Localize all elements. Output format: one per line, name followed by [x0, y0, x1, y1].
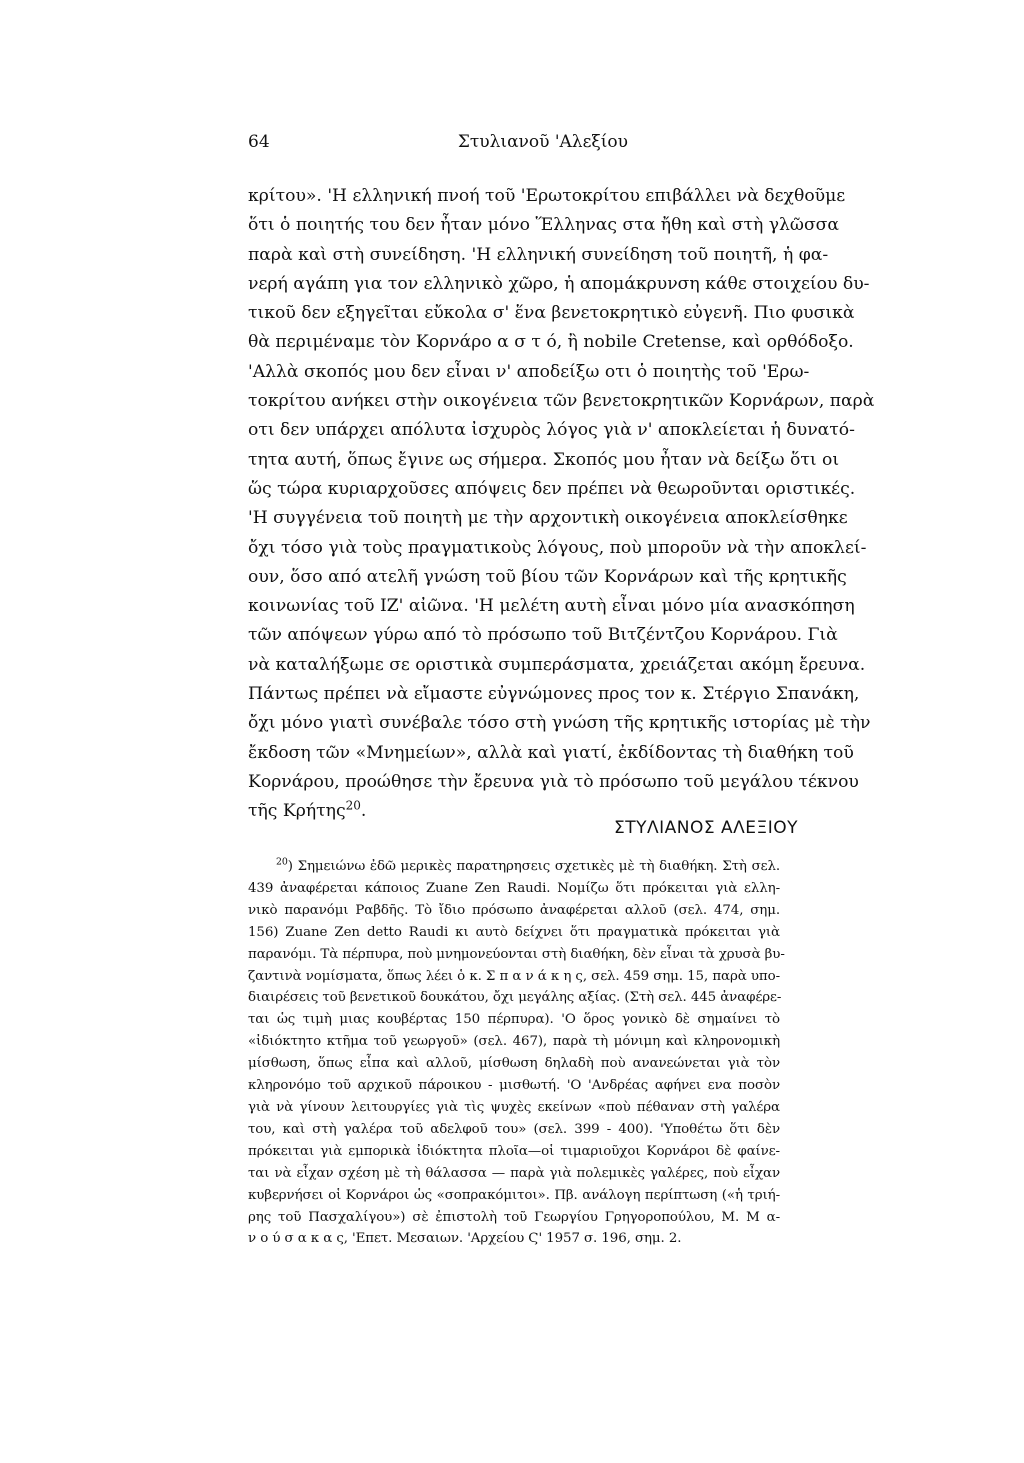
- body-line: νερή αγάπη για τον ελληνικὸ χῶρο, ἡ απομάκρυνση κάθε στοιχείου δυ-: [248, 273, 870, 294]
- body-line: τῆς Κρήτης$^{20}$.: [248, 798, 367, 822]
- body-line: ἔκδοση τῶν «Μνημείων», αλλὰ καὶ γιατί, ἐκδίδοντας τὴ διαθήκη τοῦ: [248, 742, 854, 763]
- footnote-line: μίσθωση, ὅπως εἶπα καὶ αλλοῦ, μίσθωση δηλαδὴ ποὺ ανανεώνεται γιὰ τὸν: [248, 1056, 780, 1072]
- footnote-line: νικὸ παρανόμι Ραβδῆς. Τὸ ἴδιο πρόσωπο ἀναφέρεται αλλοῦ (σελ. 474, σημ.: [248, 902, 780, 918]
- footnote-line: του, καὶ στὴ γαλέρα τοῦ αδελφοῦ του» (σελ. 399 - 400). 'Υποθέτω ὅτι δὲν: [248, 1121, 780, 1137]
- footnote-line: παρανόμι. Τὰ πέρπυρα, ποὺ μνημονεύονται στὴ διαθήκη, δὲν εἶναι τὰ χρυσὰ βυ-: [248, 946, 785, 962]
- footnote-marker: 20: [276, 856, 288, 868]
- body-line: τῶν απόψεων γύρω από τὸ πρόσωπο τοῦ Βιτζέντζου Κορνάρου. Γιὰ: [248, 625, 838, 646]
- body-line: νὰ καταλήξωμε σε οριστικὰ συμπεράσματα, χρειάζεται ακόμη ἔρευνα.: [248, 654, 866, 675]
- footnote-block: [248, 856, 785, 1250]
- body-line: κοινωνίας τοῦ ΙΖ' αἰῶνα. 'Η μελέτη αυτὴ εἶναι μόνο μία ανασκόπηση: [248, 596, 855, 617]
- body-line: 'Η συγγένεια τοῦ ποιητὴ με τὴν αρχοντικὴ οικογένεια αποκλείσθηκε: [248, 508, 848, 529]
- body-line: ὄχι μόνο γιατὶ συνέβαλε τόσο στὴ γνώση τῆς κρητικῆς ιστορίας μὲ τὴν: [248, 713, 871, 734]
- body-line: τοκρίτου ανήκει στὴν οικογένεια τῶν βενετοκρητικῶν Κορνάρων, παρὰ: [248, 391, 875, 412]
- body-line: κρίτου». 'Η ελληνική πνοή τοῦ 'Ερωτοκρίτου επιβάλλει νὰ δεχθοῦμε: [248, 186, 846, 206]
- body-line: θὰ περιμέναμε τὸν Κορνάρο α σ τ ό, ἢ nobile Cretense, καὶ ορθόδοξο.: [248, 332, 854, 353]
- body-line: τητα αυτή, ὅπως ἔγινε ως σήμερα. Σκοπός μου ἦταν νὰ δείξω ὅτι οι: [248, 449, 840, 470]
- footnote-line: «ἰδιόκτητο κτῆμα τοῦ γεωργοῦ» (σελ. 467), παρὰ τὴ μόνιμη καὶ κληρονομικὴ: [248, 1034, 780, 1050]
- footnote-line: πρόκειται γιὰ εμπορικὰ ἰδιόκτητα πλοῖα—οἱ τιμαριοῦχοι Κορνάροι δὲ φαίνε-: [248, 1143, 780, 1159]
- footnote-line: ρης τοῦ Πασχαλίγου») σὲ ἐπιστολὴ τοῦ Γεωργίου Γρηγοροπούλου, Μ. Μ α-: [248, 1209, 780, 1225]
- body-line: ὄχι τόσο γιὰ τοὺς πραγματικοὺς λόγους, ποὺ μποροῦν νὰ τὴν αποκλεί-: [248, 537, 867, 558]
- body-line: Κορνάρου, προώθησε τὴν ἔρευνα γιὰ τὸ πρόσωπο τοῦ μεγάλου τέκνου: [248, 771, 859, 792]
- footnote-line: 156) Zuane Zen detto Raudi κι αυτὸ δείχνει ὅτι πραγματικὰ πρόκειται γιὰ: [248, 924, 780, 940]
- body-line: οτι δεν υπάρχει απόλυτα ἰσχυρὸς λόγος γιὰ ν' αποκλείεται ἡ δυνατό-: [248, 420, 855, 441]
- running-title: Στυλιανοῦ 'Αλεξίου: [457, 132, 628, 152]
- footnote-line: διαιρέσεις τοῦ βενετικοῦ δουκάτου, ὄχι μεγάλης αξίας. (Στὴ σελ. 445 ἀναφέρε-: [248, 990, 782, 1006]
- footnote-line: 439 ἀναφέρεται κάποιος Zuane Zen Raudi. Νομίζω ὅτι πρόκειται γιὰ ελλη-: [248, 880, 780, 896]
- footnote-line: ζαντινὰ νομίσματα, ὅπως λέει ὁ κ. Σ π α ν ά κ η ς, σελ. 459 σημ. 15, παρὰ υπο-: [248, 968, 780, 984]
- footnote-reference: 20: [345, 798, 361, 813]
- page-header: [248, 132, 778, 152]
- footnote-line: γιὰ νὰ γίνουν λειτουργίες γιὰ τὶς ψυχὲς εκείνων «ποὺ πέθαναν στὴ γαλέρα: [248, 1099, 780, 1115]
- body-line: ὥς τώρα κυριαρχοῦσες απόψεις δεν πρέπει νὰ θεωροῦνται οριστικές.: [248, 478, 856, 499]
- body-line: τικοῦ δεν εξηγεῖται εὔκολα σ' ἕνα βενετοκρητικὸ εὐγενῆ. Πιο φυσικὰ: [248, 303, 855, 324]
- body-line: 'Αλλὰ σκοπός μου δεν εἶναι ν' αποδείξω οτι ὁ ποιητὴς τοῦ 'Ερω-: [248, 361, 810, 382]
- body-line: Πάντως πρέπει νὰ εἴμαστε εὐγνώμονες προς τον κ. Στέργιο Σπανάκη,: [248, 684, 860, 705]
- footnote-text: ) Σημειώνω ἐδῶ μερικὲς παρατηρησεις σχετικὲς μὲ τὴ διαθήκη. Στὴ σελ.: [287, 859, 780, 874]
- footnote-line: κυβερνήσει οἱ Κορνάροι ὡς «σοπρακόμιτοι». Πβ. ανάλογη περίπτωση («ἡ τριή-: [248, 1187, 780, 1203]
- footnote-line: κληρονόμο τοῦ αρχικοῦ πάροικου - μισθωτή. 'Ο 'Ανδρέας αφήνει ενα ποσὸν: [248, 1078, 780, 1094]
- footnote-line: ν ο ύ σ α κ α ς, 'Επετ. Μεσαιων. 'Αρχείου Ϛ' 1957 σ. 196, σημ. 2.: [248, 1231, 682, 1247]
- footnote-line: ται ὡς τιμὴ μιας κουβέρτας 150 πέρπυρα). 'Ο ὅρος γονικὸ δὲ σημαίνει τὸ: [248, 1012, 780, 1028]
- body-line: παρὰ καὶ στὴ συνείδηση. 'Η ελληνική συνείδηση τοῦ ποιητῆ, ἡ φα-: [248, 244, 829, 265]
- body-text: [248, 182, 875, 827]
- footnote-line: [248, 856, 780, 878]
- footnote-line: ται νὰ εἶχαν σχέση μὲ τὴ θάλασσα — παρὰ γιὰ πολεμικὲς γαλέρες, ποὺ εἶχαν: [248, 1165, 780, 1181]
- author-signature: ΣΤΥΛΙΑΝΟΣ ΑΛΕΞΙΟΥ: [614, 818, 799, 838]
- page-number: 64: [248, 132, 270, 152]
- body-line: ὅτι ὁ ποιητής του δεν ἦταν μόνο Ἕλληνας στα ἤθη καὶ στὴ γλῶσσα: [248, 215, 840, 236]
- body-line: ουν, ὅσο από ατελῆ γνώση τοῦ βίου τῶν Κορνάρων καὶ τῆς κρητικῆς: [248, 566, 847, 587]
